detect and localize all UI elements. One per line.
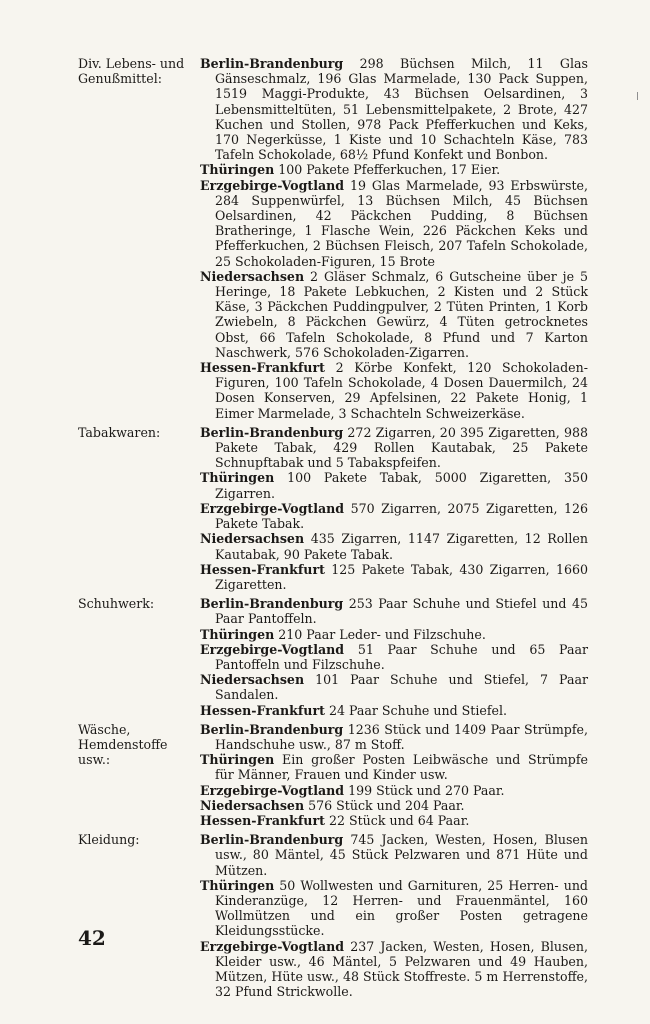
entries bbox=[200, 56, 588, 421]
entry bbox=[200, 878, 588, 939]
scan-mark bbox=[637, 92, 638, 100]
entry bbox=[200, 470, 588, 500]
region-name: Niedersachsen bbox=[200, 531, 305, 547]
entry-text: 22 Stück und 64 Paar. bbox=[328, 812, 470, 828]
region-name: Niedersachsen bbox=[200, 797, 305, 813]
entry bbox=[200, 162, 588, 177]
entry bbox=[200, 596, 588, 626]
entry-text: 272 Zigarren, 20 395 Zigaretten, 988 Pakete Tabak, 429 Rollen Kautabak, 25 Pakete Schnupftabak und 5 Tabakspfeifen. bbox=[215, 424, 588, 471]
entry-text: 24 Paar Schuhe und Stiefel. bbox=[328, 702, 507, 718]
region-name: Niedersachsen bbox=[200, 672, 305, 688]
entry-text: 2 Körbe Konfekt, 120 Schokoladen-Figuren, 100 Tafeln Schokolade, 4 Dosen Dauermilch, 24 Dosen Konserven, 29 Apfelsinen, 22 Pakete Honig, 1 Eimer Marmelade, 3 Schachteln Schweizerkäse. bbox=[215, 360, 588, 421]
category-label: Tabakwaren: bbox=[78, 424, 161, 440]
entry-text: 125 Pakete Tabak, 430 Zigarren, 1660 Zigaretten. bbox=[215, 561, 588, 592]
entries bbox=[200, 832, 588, 999]
entry bbox=[200, 783, 588, 798]
region-name: Hessen-Frankfurt bbox=[200, 360, 325, 376]
region-name: Thüringen bbox=[200, 470, 275, 486]
entry-text: 298 Büchsen Milch, 11 Glas Gänseschmalz, 196 Glas Marmelade, 130 Pack Suppen, 1519 Maggi-Produkte, 43 Büchsen Oelsardinen, 3 Lebensmitteltüten, 51 Lebensmittelpakete, 2 Brote, 427 Kuchen und Stollen, 978 Pack Pfefferkuchen und Keks, 170 Negerküsse, 1 Kiste und 10 Schachteln Käse, 783 Tafeln Schokolade, 68½ Pfund Konfekt und Bonbon. bbox=[215, 56, 588, 163]
entry bbox=[200, 939, 588, 1000]
entry-text: 51 Paar Schuhe und 65 Paar Pantoffeln und Filzschuhe. bbox=[215, 641, 588, 672]
category-label: Kleidung: bbox=[78, 832, 140, 848]
entry bbox=[200, 56, 588, 162]
section-footwear bbox=[78, 596, 588, 718]
section-linen bbox=[78, 722, 588, 828]
entry-text: 745 Jacken, Westen, Hosen, Blusen usw., 80 Mäntel, 45 Stück Pelzwaren und 871 Hüte und Mützen. bbox=[215, 832, 588, 878]
entries bbox=[200, 425, 588, 592]
entries bbox=[200, 722, 588, 828]
entry bbox=[200, 269, 588, 360]
entry bbox=[200, 642, 588, 672]
region-name: Hessen-Frankfurt bbox=[200, 702, 325, 718]
category-label: Div. Lebens- und Genußmittel: bbox=[78, 56, 185, 87]
entry bbox=[200, 798, 588, 813]
entry-text: 19 Glas Marmelade, 93 Erbswürste, 284 Suppenwürfel, 13 Büchsen Milch, 45 Büchsen Oelsardinen, 42 Päckchen Pudding, 8 Büchsen Bratheringe, 1 Flasche Wein, 226 Päckchen Keks und Pfefferkuchen, 2 Büchsen Fleisch, 207 Tafeln Schokolade, 25 Schokoladen-Figuren, 15 Brote bbox=[215, 177, 588, 269]
entry bbox=[200, 813, 588, 828]
entry bbox=[200, 752, 588, 782]
region-name: Erzgebirge-Vogtland bbox=[200, 641, 345, 657]
region-name: Erzgebirge-Vogtland bbox=[200, 782, 345, 798]
entry-text: 50 Wollwesten und Garnituren, 25 Herren- und Kinderanzüge, 12 Herren- und Frauenmäntel, 160 Wollmützen und ein großer Posten getragene Kleidungsstücke. bbox=[215, 877, 588, 939]
entry-text: Ein großer Posten Leibwäsche und Strümpfe für Männer, Frauen und Kinder usw. bbox=[215, 752, 588, 783]
section-clothing bbox=[78, 832, 588, 999]
region-name: Hessen-Frankfurt bbox=[200, 812, 325, 828]
entry-text: 101 Paar Schuhe und Stiefel, 7 Paar Sandalen. bbox=[215, 672, 588, 703]
region-name: Thüringen bbox=[200, 626, 275, 642]
entry bbox=[200, 562, 588, 592]
entry-text: 210 Paar Leder- und Filzschuhe. bbox=[278, 626, 486, 642]
category-label: Wäsche, Hemdenstoffe usw.: bbox=[78, 721, 168, 768]
entry-text: 199 Stück und 270 Paar. bbox=[348, 782, 505, 798]
entry bbox=[200, 360, 588, 421]
region-name: Berlin-Brandenburg bbox=[200, 832, 344, 848]
entry-text: 237 Jacken, Westen, Hosen, Blusen, Kleider usw., 46 Mäntel, 5 Pelzwaren und 49 Hauben, Mützen, Hüte usw., 48 Stück Stoffreste. 5 m Herrenstoffe, 32 Pfund Strickwolle. bbox=[215, 938, 588, 1000]
region-name: Berlin-Brandenburg bbox=[200, 596, 344, 612]
entry bbox=[200, 672, 588, 702]
entry bbox=[200, 178, 588, 269]
section-tobacco bbox=[78, 425, 588, 592]
entry bbox=[200, 832, 588, 878]
entry-text: 570 Zigarren, 2075 Zigaretten, 126 Pakete Tabak. bbox=[215, 500, 588, 532]
entry-text: 253 Paar Schuhe und Stiefel und 45 Paar Pantoffeln. bbox=[215, 596, 588, 627]
entry-text: 1236 Stück und 1409 Paar Strümpfe, Handschuhe usw., 87 m Stoff. bbox=[215, 721, 588, 752]
region-name: Erzgebirge-Vogtland bbox=[200, 500, 345, 516]
region-name: Hessen-Frankfurt bbox=[200, 561, 325, 577]
donation-list bbox=[78, 56, 588, 1003]
entry-text: 435 Zigarren, 1147 Zigaretten, 12 Rollen Kautabak, 90 Pakete Tabak. bbox=[215, 531, 588, 562]
entry bbox=[200, 703, 588, 718]
entry bbox=[200, 722, 588, 752]
region-name: Thüringen bbox=[200, 877, 275, 893]
entry bbox=[200, 531, 588, 561]
entry bbox=[200, 501, 588, 531]
entry-text: 100 Pakete Pfefferkuchen, 17 Eier. bbox=[278, 162, 501, 178]
entry-text: 576 Stück und 204 Paar. bbox=[308, 797, 465, 813]
section-food bbox=[78, 56, 588, 421]
region-name: Thüringen bbox=[200, 752, 275, 768]
entries bbox=[200, 596, 588, 718]
region-name: Berlin-Brandenburg bbox=[200, 721, 344, 737]
entry bbox=[200, 627, 588, 642]
region-name: Berlin-Brandenburg bbox=[200, 56, 344, 71]
page-number: 42 bbox=[78, 926, 106, 950]
region-name: Erzgebirge-Vogtland bbox=[200, 177, 345, 193]
entry-text: 100 Pakete Tabak, 5000 Zigaretten, 350 Zigarren. bbox=[215, 470, 588, 501]
region-name: Niedersachsen bbox=[200, 268, 305, 284]
category-label: Schuhwerk: bbox=[78, 596, 155, 612]
region-name: Thüringen bbox=[200, 162, 275, 178]
entry bbox=[200, 425, 588, 471]
region-name: Berlin-Brandenburg bbox=[200, 424, 344, 440]
region-name: Erzgebirge-Vogtland bbox=[200, 938, 345, 954]
entry-text: 2 Gläser Schmalz, 6 Gutscheine über je 5 Heringe, 18 Pakete Lebkuchen, 2 Kisten und 2 Stück Käse, 3 Päckchen Puddingpulver, 2 Tüten Printen, 1 Korb Zwiebeln, 8 Päckchen Gewürz, 4 Tüten getrocknetes Obst, 66 Tafeln Schokolade, 8 Pfund und 7 Karton Naschwerk, 576 Schokoladen-Zigarren. bbox=[215, 268, 588, 360]
